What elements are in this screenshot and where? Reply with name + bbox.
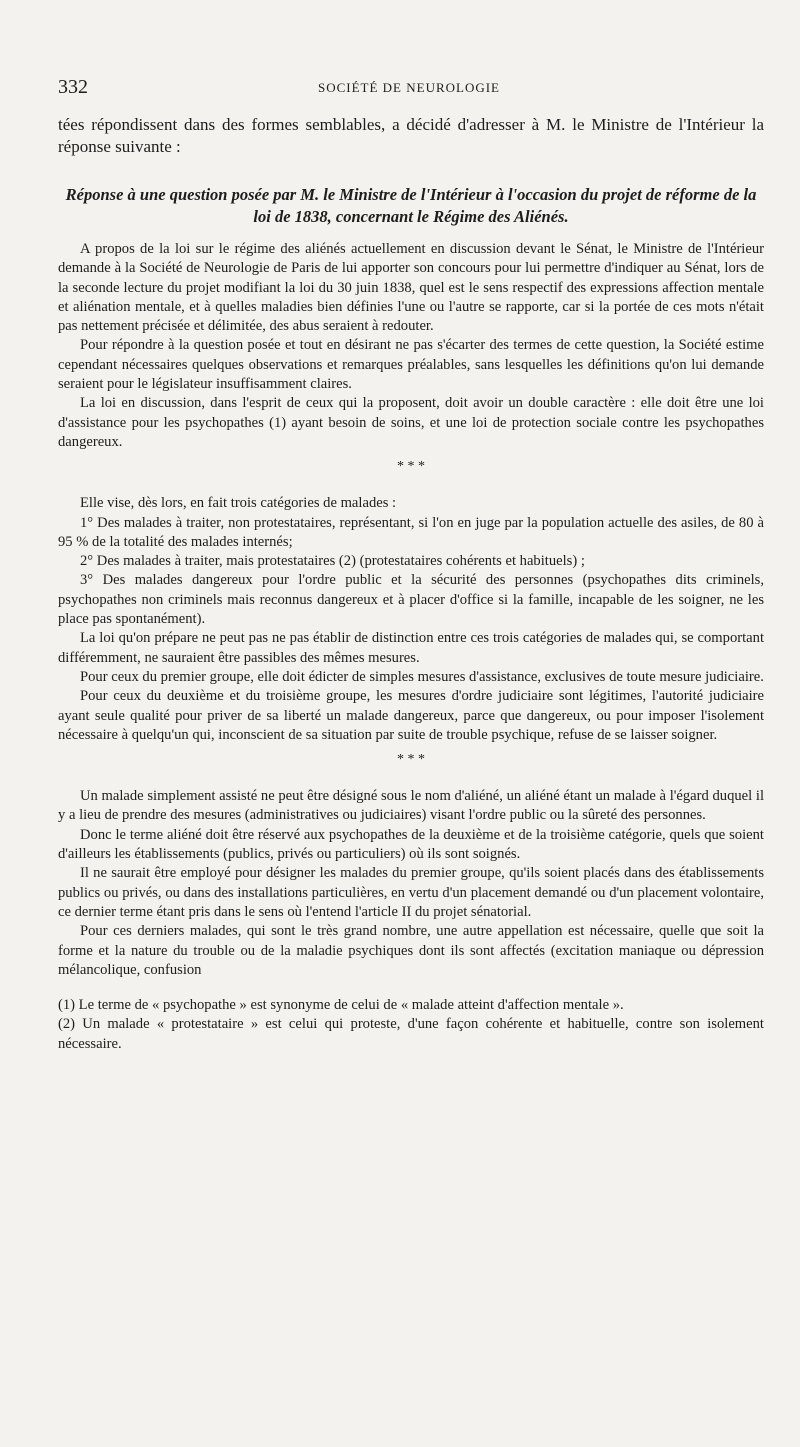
asterism-separator bbox=[58, 753, 764, 767]
list-item: 3° Des malades dangereux pour l'ordre public et la sécurité des personnes (psychopathes dits criminels, psychopathes non criminels mais reconnus dangereux et à placer d'office si la famille, incapable de les soigner, ne les place pas spontanément). bbox=[58, 572, 764, 628]
lead-paragraph: tées répondissent dans des formes semblables, a décidé d'adresser à M. le Ministre de l'Intérieur la réponse suivante : bbox=[58, 115, 764, 156]
asterism-separator bbox=[58, 460, 764, 474]
paragraph: Un malade simplement assisté ne peut être désigné sous le nom d'aliéné, un aliéné étant un malade à l'égard duquel il y a lieu de prendre des mesures (administratives ou judiciaires) visant l'ordre public ou la sûreté des personnes. bbox=[58, 788, 764, 824]
paragraph: Pour ceux du deuxième et du troisième groupe, les mesures d'ordre judiciaire sont légitimes, l'autorité judiciaire ayant seule qualité pour priver de sa liberté un malade dangereux, parce que dangereux, ou pour imposer l'isolement nécessaire à quelqu'un qui, inconscient de sa situation par suite de trouble psychique, refuse de se laisser soigner. bbox=[58, 688, 764, 743]
asterism: * * * bbox=[397, 459, 425, 475]
footnote-spacer bbox=[58, 980, 764, 996]
paragraph: Pour ceux du premier groupe, elle doit édicter de simples mesures d'assistance, exclusives de toute mesure judiciaire. bbox=[80, 668, 764, 685]
page-number: 332 bbox=[58, 76, 88, 98]
paragraph: A propos de la loi sur le régime des aliénés actuellement en discussion devant le Sénat, le Ministre de l'Intérieur demande à la Société de Neurologie de Paris de lui apporter son concours pour lui permettre d'indiquer au Sénat, lors de la seconde lecture du projet modifiant la loi du 30 juin 1838, quel est le sens respectif des expressions affection mentale et aliénation mentale, et à quelles maladies bien définies l'une ou l'autre se rapporte, car si la portée de ces mots n'était pas nettement précisée et délimitée, des abus seraient à redouter. bbox=[58, 241, 764, 335]
running-head: SOCIÉTÉ DE NEUROLOGIE bbox=[317, 80, 501, 95]
paragraph: La loi qu'on prépare ne peut pas ne pas établir de distinction entre ces trois catégories de malades qui, se comportant différemment, ne sauraient être passibles des mêmes mesures. bbox=[58, 630, 764, 666]
asterism: * * * bbox=[397, 752, 425, 768]
paragraph: Pour ces derniers malades, qui sont le très grand nombre, une autre appellation est nécessaire, quelle que soit la forme et la nature du trouble ou de la maladie psychiques dont ils sont affectés (excitation maniaque ou dépression mélancolique, confusion bbox=[58, 923, 764, 978]
paragraph: Il ne saurait être employé pour désigner les malades du premier groupe, qu'ils soient placés dans des établissements publics ou privés, ou dans des installations particulières, en vertu d'un placement demandé ou d'un placement volontaire, ce dernier terme étant pris dans le sens où l'entend l'article II du projet sénatorial. bbox=[58, 865, 764, 920]
paragraph: Elle vise, dès lors, en fait trois catégories de malades : bbox=[80, 495, 397, 512]
section-title: Réponse à une question posée par M. le Ministre de l'Intérieur à l'occasion du projet de réforme de la loi de 1838, concernant le Régime des Aliénés. bbox=[65, 185, 757, 226]
paragraph: La loi en discussion, dans l'esprit de ceux qui la proposent, doit avoir un double caractère : elle doit être une loi d'assistance pour les psychopathes (1) ayant besoin de soins, et une loi de protection sociale contre les psychopathes dangereux. bbox=[58, 395, 764, 450]
footnote-1: (1) Le terme de « psychopathe » est synonyme de celui de « malade atteint d'affection mentale ». bbox=[58, 997, 624, 1014]
list-item: 2° Des malades à traiter, mais protestataires (2) (protestataires cohérents et habituels) ; bbox=[80, 553, 585, 570]
page-header bbox=[58, 76, 760, 100]
paragraph: Donc le terme aliéné doit être réservé aux psychopathes de la deuxième et de la troisième catégorie, quels que soient d'ailleurs les établissements (publics, privés ou particuliers) où ils sont soignés. bbox=[58, 826, 764, 863]
list-item: 1° Des malades à traiter, non protestataires, représentant, si l'on en juge par la population actuelle des asiles, de 80 à 95 % de la totalité des malades internés; bbox=[58, 514, 764, 550]
footnote-2: (2) Un malade « protestataire » est celui qui proteste, d'une façon cohérente et habituelle, contre son isolement nécessaire. bbox=[58, 1016, 764, 1052]
paragraph: Pour répondre à la question posée et tout en désirant ne pas s'écarter des termes de cette question, la Société estime cependant nécessaires quelques observations et remarques préalables, sans lesquelles les définitions qu'on lui demande seraient pour le législateur insuffisamment claires. bbox=[58, 337, 764, 393]
body-text bbox=[58, 114, 764, 1054]
